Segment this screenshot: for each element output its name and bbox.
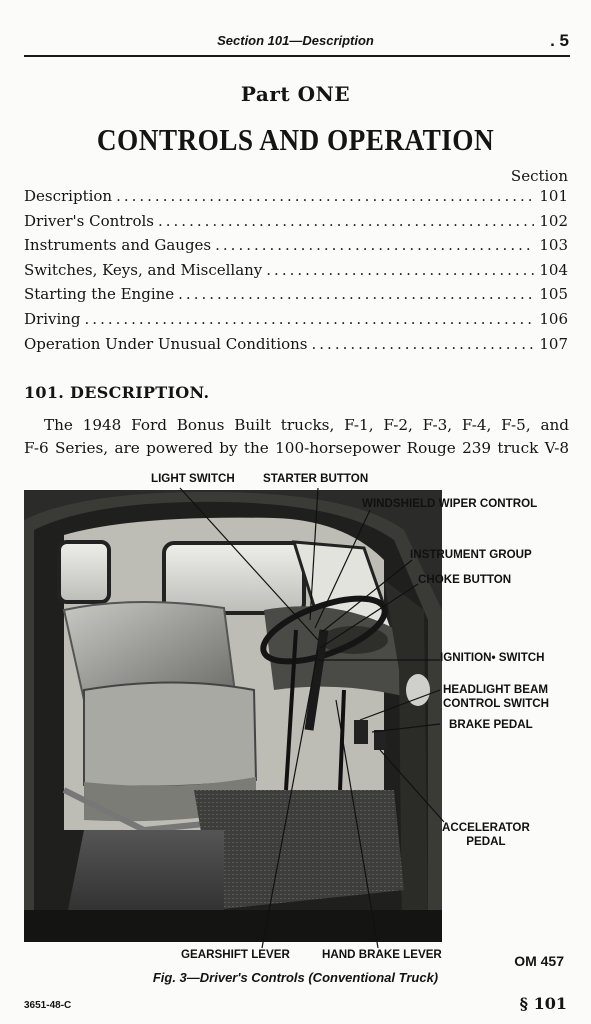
label-line: CONTROL SWITCH: [443, 697, 550, 710]
toc-entry: [24, 285, 568, 310]
footer-section-mark: § 101: [519, 994, 567, 1013]
toc-entry-title: Starting the Engine: [24, 285, 175, 304]
toc-entry: [24, 261, 568, 286]
toc-entry: [24, 310, 568, 335]
toc-entry: [24, 187, 568, 212]
label-starter-button: STARTER BUTTON: [263, 472, 369, 485]
toc-leader-dots: [266, 261, 534, 279]
toc-entry-section: 104: [539, 260, 568, 279]
part-title: Part ONE: [240, 82, 351, 106]
label-ignition-switch: IGNITION• SWITCH: [440, 651, 545, 664]
truck-cab-photo: [24, 490, 442, 942]
label-line: ACCELERATOR: [442, 821, 530, 834]
label-brake-pedal: BRAKE PEDAL: [449, 718, 533, 731]
label-hand-brake-lever: HAND BRAKE LEVER: [322, 948, 442, 961]
toc-entry-section: 102: [539, 211, 568, 230]
toc-leader-dots: [312, 335, 534, 353]
label-gearshift-lever: GEARSHIFT LEVER: [181, 948, 290, 961]
label-headlight-beam-control-switch: [443, 683, 549, 711]
toc-entry: [24, 335, 568, 360]
toc-leader-dots: [116, 187, 534, 205]
chapter-title: CONTROLS AND OPERATION: [96, 122, 495, 157]
paragraph-line: F-6 Series, are powered by the 100-horsepower Rouge 239 truck V-8: [24, 439, 569, 457]
label-accelerator-pedal: [442, 821, 530, 849]
paragraph-line: The 1948 Ford Bonus Built trucks, F-1, F-2, F-3, F-4, F-5, and: [44, 416, 569, 434]
running-header-title: Section 101—Description: [217, 33, 374, 48]
toc-entry: [24, 236, 568, 261]
toc-leader-dots: [158, 212, 534, 230]
body-paragraph: [24, 414, 569, 460]
toc-entry-title: Driver's Controls: [24, 211, 154, 230]
toc-leader-dots: [178, 285, 534, 303]
toc-leader-dots: [85, 310, 534, 328]
label-line: HEADLIGHT BEAM: [443, 683, 548, 696]
label-instrument-group: INSTRUMENT GROUP: [410, 548, 532, 561]
table-of-contents: [24, 187, 568, 359]
toc-leader-dots: [215, 236, 534, 254]
toc-entry-title: Driving: [24, 309, 81, 328]
label-windshield-wiper-control: WINDSHIELD WIPER CONTROL: [362, 497, 538, 510]
toc-entry-section: 103: [539, 236, 568, 255]
section-heading: 101. DESCRIPTION.: [24, 383, 210, 402]
toc-entry-section: 106: [539, 309, 568, 328]
label-line: PEDAL: [466, 835, 506, 848]
om-number: OM 457: [514, 953, 564, 969]
figure-caption: Fig. 3—Driver's Controls (Conventional Truck): [152, 970, 439, 985]
toc-entry-title: Description: [24, 187, 113, 205]
toc-column-heading: Section: [510, 167, 568, 185]
label-choke-button: CHOKE BUTTON: [418, 573, 512, 586]
toc-entry-section: 101: [539, 187, 568, 205]
header-rule: [24, 55, 570, 57]
toc-entry-section: 107: [539, 334, 568, 353]
toc-entry-title: Instruments and Gauges: [24, 236, 212, 255]
page-number: . 5: [550, 31, 569, 50]
toc-entry: [24, 212, 568, 237]
toc-entry-title: Operation Under Unusual Conditions: [24, 334, 308, 353]
toc-entry-section: 105: [539, 285, 568, 304]
toc-entry-title: Switches, Keys, and Miscellany: [24, 260, 263, 279]
print-code: 3651-48-C: [24, 1000, 72, 1011]
label-light-switch: LIGHT SWITCH: [151, 472, 235, 485]
